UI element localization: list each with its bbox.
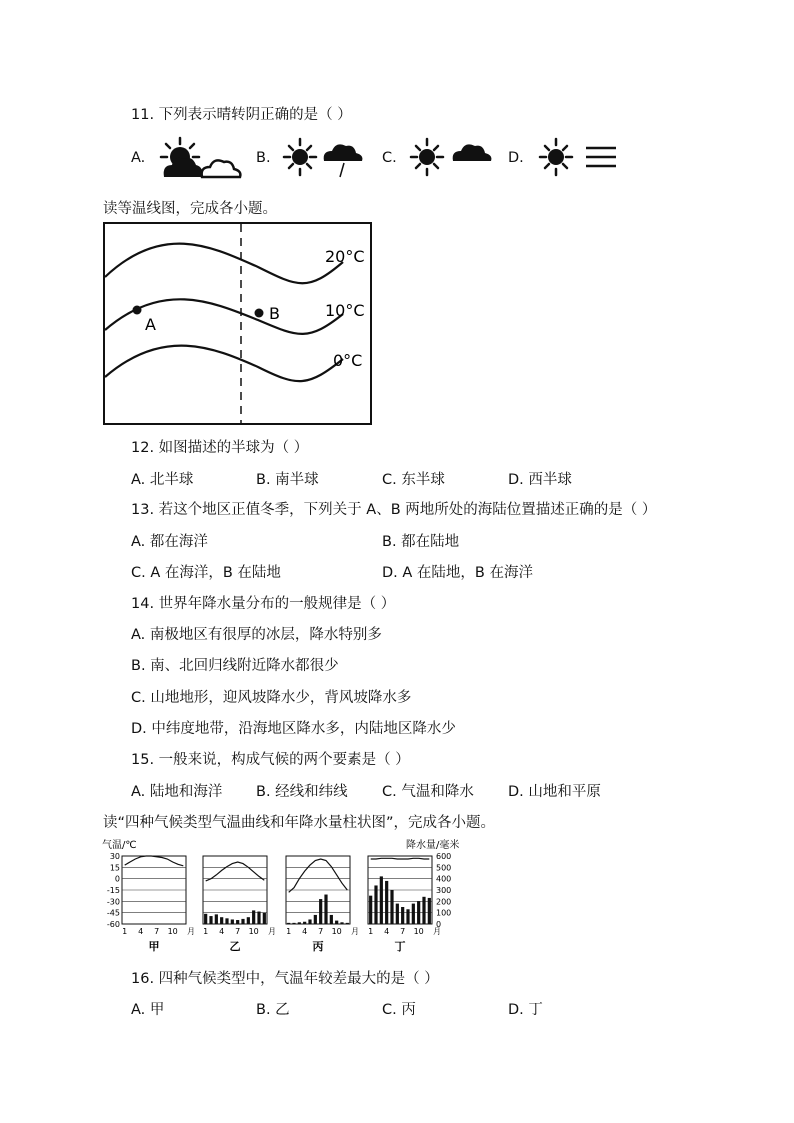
temp-tick-label: 30 xyxy=(109,852,120,861)
q14-option-a: A. 南极地区有很厚的冰层，降水特别多 xyxy=(131,627,382,643)
q15-option-a: A. 陆地和海洋 xyxy=(131,784,223,800)
climate-panel-4 xyxy=(368,856,441,953)
climate-charts xyxy=(100,836,480,958)
precip-bar xyxy=(369,896,372,924)
month-tick-label: 月 xyxy=(433,927,441,936)
q13-option-a: A. 都在海洋 xyxy=(131,534,208,550)
month-tick-label: 1 xyxy=(368,927,374,936)
precip-bar xyxy=(390,890,393,924)
q14-option-b: B. 南、北回归线附近降水都很少 xyxy=(131,658,339,674)
month-tick-label: 7 xyxy=(235,927,241,936)
q16-option-c: C. 丙 xyxy=(382,1002,416,1018)
sun-and-cloud-icon xyxy=(405,135,500,180)
month-tick-label: 月 xyxy=(351,927,359,936)
precip-tick-label: 600 xyxy=(436,852,452,861)
panel-name: 丁 xyxy=(394,940,406,953)
precip-bar xyxy=(236,920,239,924)
precip-bar xyxy=(241,919,244,924)
precip-bar xyxy=(335,921,338,924)
month-tick-label: 1 xyxy=(286,927,292,936)
sun-cloud-rain-icon xyxy=(278,135,368,180)
precip-bar xyxy=(396,904,399,924)
panel-name: 乙 xyxy=(229,940,241,953)
precip-bar xyxy=(287,923,290,924)
precip-bar xyxy=(330,915,333,924)
precip-bar xyxy=(215,914,218,924)
month-tick-label: 4 xyxy=(219,927,225,936)
precip-bar xyxy=(314,915,317,924)
precip-tick-label: 500 xyxy=(436,863,452,873)
month-tick-label: 4 xyxy=(384,927,390,936)
month-tick-label: 7 xyxy=(154,927,160,936)
panel-name: 丙 xyxy=(312,940,324,953)
month-tick-label: 10 xyxy=(167,927,178,936)
temp-tick-label: -45 xyxy=(106,908,120,918)
month-tick-label: 月 xyxy=(187,927,195,936)
point-b-label: B xyxy=(269,304,280,323)
month-tick-label: 月 xyxy=(268,927,276,936)
isotherm-map xyxy=(103,222,373,426)
month-tick-label: 10 xyxy=(331,927,342,936)
point-a-marker xyxy=(133,306,142,315)
month-tick-label: 7 xyxy=(400,927,406,936)
q12-option-d: D. 西半球 xyxy=(508,472,572,488)
precip-axis-title: 降水量/毫米 xyxy=(406,840,460,851)
precip-bar xyxy=(231,919,234,924)
month-tick-label: 1 xyxy=(203,927,209,936)
q11-option-a-label: A. xyxy=(131,150,146,166)
isotherm-label-0: 0°C xyxy=(333,351,363,370)
precip-bar xyxy=(374,885,377,924)
month-tick-label: 7 xyxy=(318,927,324,936)
q12-option-c: C. 东半球 xyxy=(382,472,445,488)
precip-bar xyxy=(340,922,343,924)
precip-bar xyxy=(292,923,295,924)
temp-tick-label: -60 xyxy=(106,920,120,929)
climate-panel-3 xyxy=(286,856,359,953)
q12-option-a: A. 北半球 xyxy=(131,472,194,488)
month-tick-label: 1 xyxy=(122,927,128,936)
precip-bar xyxy=(252,910,255,924)
precip-bar xyxy=(308,919,311,924)
temp-tick-label: 0 xyxy=(114,874,120,884)
q12-option-b: B. 南半球 xyxy=(256,472,319,488)
q11-stem: 11. 下列表示晴转阴正确的是（ ） xyxy=(131,107,352,123)
precip-bar xyxy=(298,922,301,924)
precip-bar xyxy=(324,895,327,924)
precip-bar xyxy=(417,901,420,924)
precip-bar xyxy=(385,881,388,924)
q13-option-b: B. 都在陆地 xyxy=(382,534,460,550)
point-b-marker xyxy=(255,309,264,318)
month-tick-label: 4 xyxy=(302,927,308,936)
sun-and-fog-icon xyxy=(530,135,625,180)
intro-climate: 读“四种气候类型气温曲线和年降水量柱状图”，完成各小题。 xyxy=(103,815,496,831)
q15-stem: 15. 一般来说，构成气候的两个要素是（ ） xyxy=(131,752,410,768)
precip-bar xyxy=(380,876,383,924)
precip-bar xyxy=(204,914,207,924)
q15-option-b: B. 经线和纬线 xyxy=(256,784,348,800)
precip-tick-label: 100 xyxy=(436,908,452,918)
temp-tick-label: -15 xyxy=(106,886,120,895)
precip-tick-label: 200 xyxy=(436,897,452,907)
precip-bar xyxy=(209,916,212,924)
precip-tick-label: 400 xyxy=(436,874,452,884)
precip-bar xyxy=(346,923,349,924)
precip-bar xyxy=(428,898,431,924)
q16-stem: 16. 四种气候类型中，气温年较差最大的是（ ） xyxy=(131,971,439,987)
precip-bar xyxy=(401,907,404,924)
precip-bar xyxy=(406,909,409,924)
q14-stem: 14. 世界年降水量分布的一般规律是（ ） xyxy=(131,596,396,612)
sun-behind-cloud-icon xyxy=(150,135,245,180)
q16-option-d: D. 丁 xyxy=(508,1002,543,1018)
q13-stem: 13. 若这个地区正值冬季，下列关于 A、B 两地所处的海陆位置描述正确的是（ ） xyxy=(131,502,657,518)
month-tick-label: 10 xyxy=(248,927,259,936)
q13-option-c: C. A 在海洋，B 在陆地 xyxy=(131,565,281,581)
isotherm-label-10: 10°C xyxy=(325,301,365,320)
month-tick-label: 4 xyxy=(138,927,144,936)
precip-bar xyxy=(263,913,266,924)
precip-bar xyxy=(247,917,250,924)
precip-tick-label: 300 xyxy=(436,886,452,895)
temp-tick-label: 15 xyxy=(109,863,120,873)
precip-bar xyxy=(422,897,425,924)
month-tick-label: 10 xyxy=(413,927,424,936)
climate-panel-1 xyxy=(122,856,195,953)
climate-panel-2 xyxy=(203,856,276,953)
temp-tick-label: -30 xyxy=(106,897,120,907)
q16-option-b: B. 乙 xyxy=(256,1002,290,1018)
precip-bar xyxy=(225,918,228,924)
q15-option-c: C. 气温和降水 xyxy=(382,784,474,800)
precip-bar xyxy=(257,912,260,924)
precip-tick-label: 0 xyxy=(436,920,442,929)
precip-bar xyxy=(220,917,223,924)
q11-option-b-label: B. xyxy=(256,150,271,166)
q14-option-d: D. 中纬度地带，沿海地区降水多，内陆地区降水少 xyxy=(131,721,456,737)
isotherm-label-20: 20°C xyxy=(325,247,365,266)
point-a-label: A xyxy=(145,315,156,334)
q11-option-d-label: D. xyxy=(508,150,524,166)
q15-option-d: D. 山地和平原 xyxy=(508,784,601,800)
q14-option-c: C. 山地地形，迎风坡降水少，背风坡降水多 xyxy=(131,690,412,706)
panel-name: 甲 xyxy=(148,940,160,953)
temp-axis-title: 气温/℃ xyxy=(102,840,137,851)
q11-option-c-label: C. xyxy=(382,150,397,166)
precip-bar xyxy=(412,904,415,924)
q13-option-d: D. A 在陆地，B 在海洋 xyxy=(382,565,533,581)
precip-bar xyxy=(303,922,306,924)
temp-curve xyxy=(371,858,430,859)
precip-bar xyxy=(319,899,322,924)
intro-isotherm: 读等温线图，完成各小题。 xyxy=(103,201,277,217)
q16-option-a: A. 甲 xyxy=(131,1002,165,1018)
q12-stem: 12. 如图描述的半球为（ ） xyxy=(131,440,309,456)
